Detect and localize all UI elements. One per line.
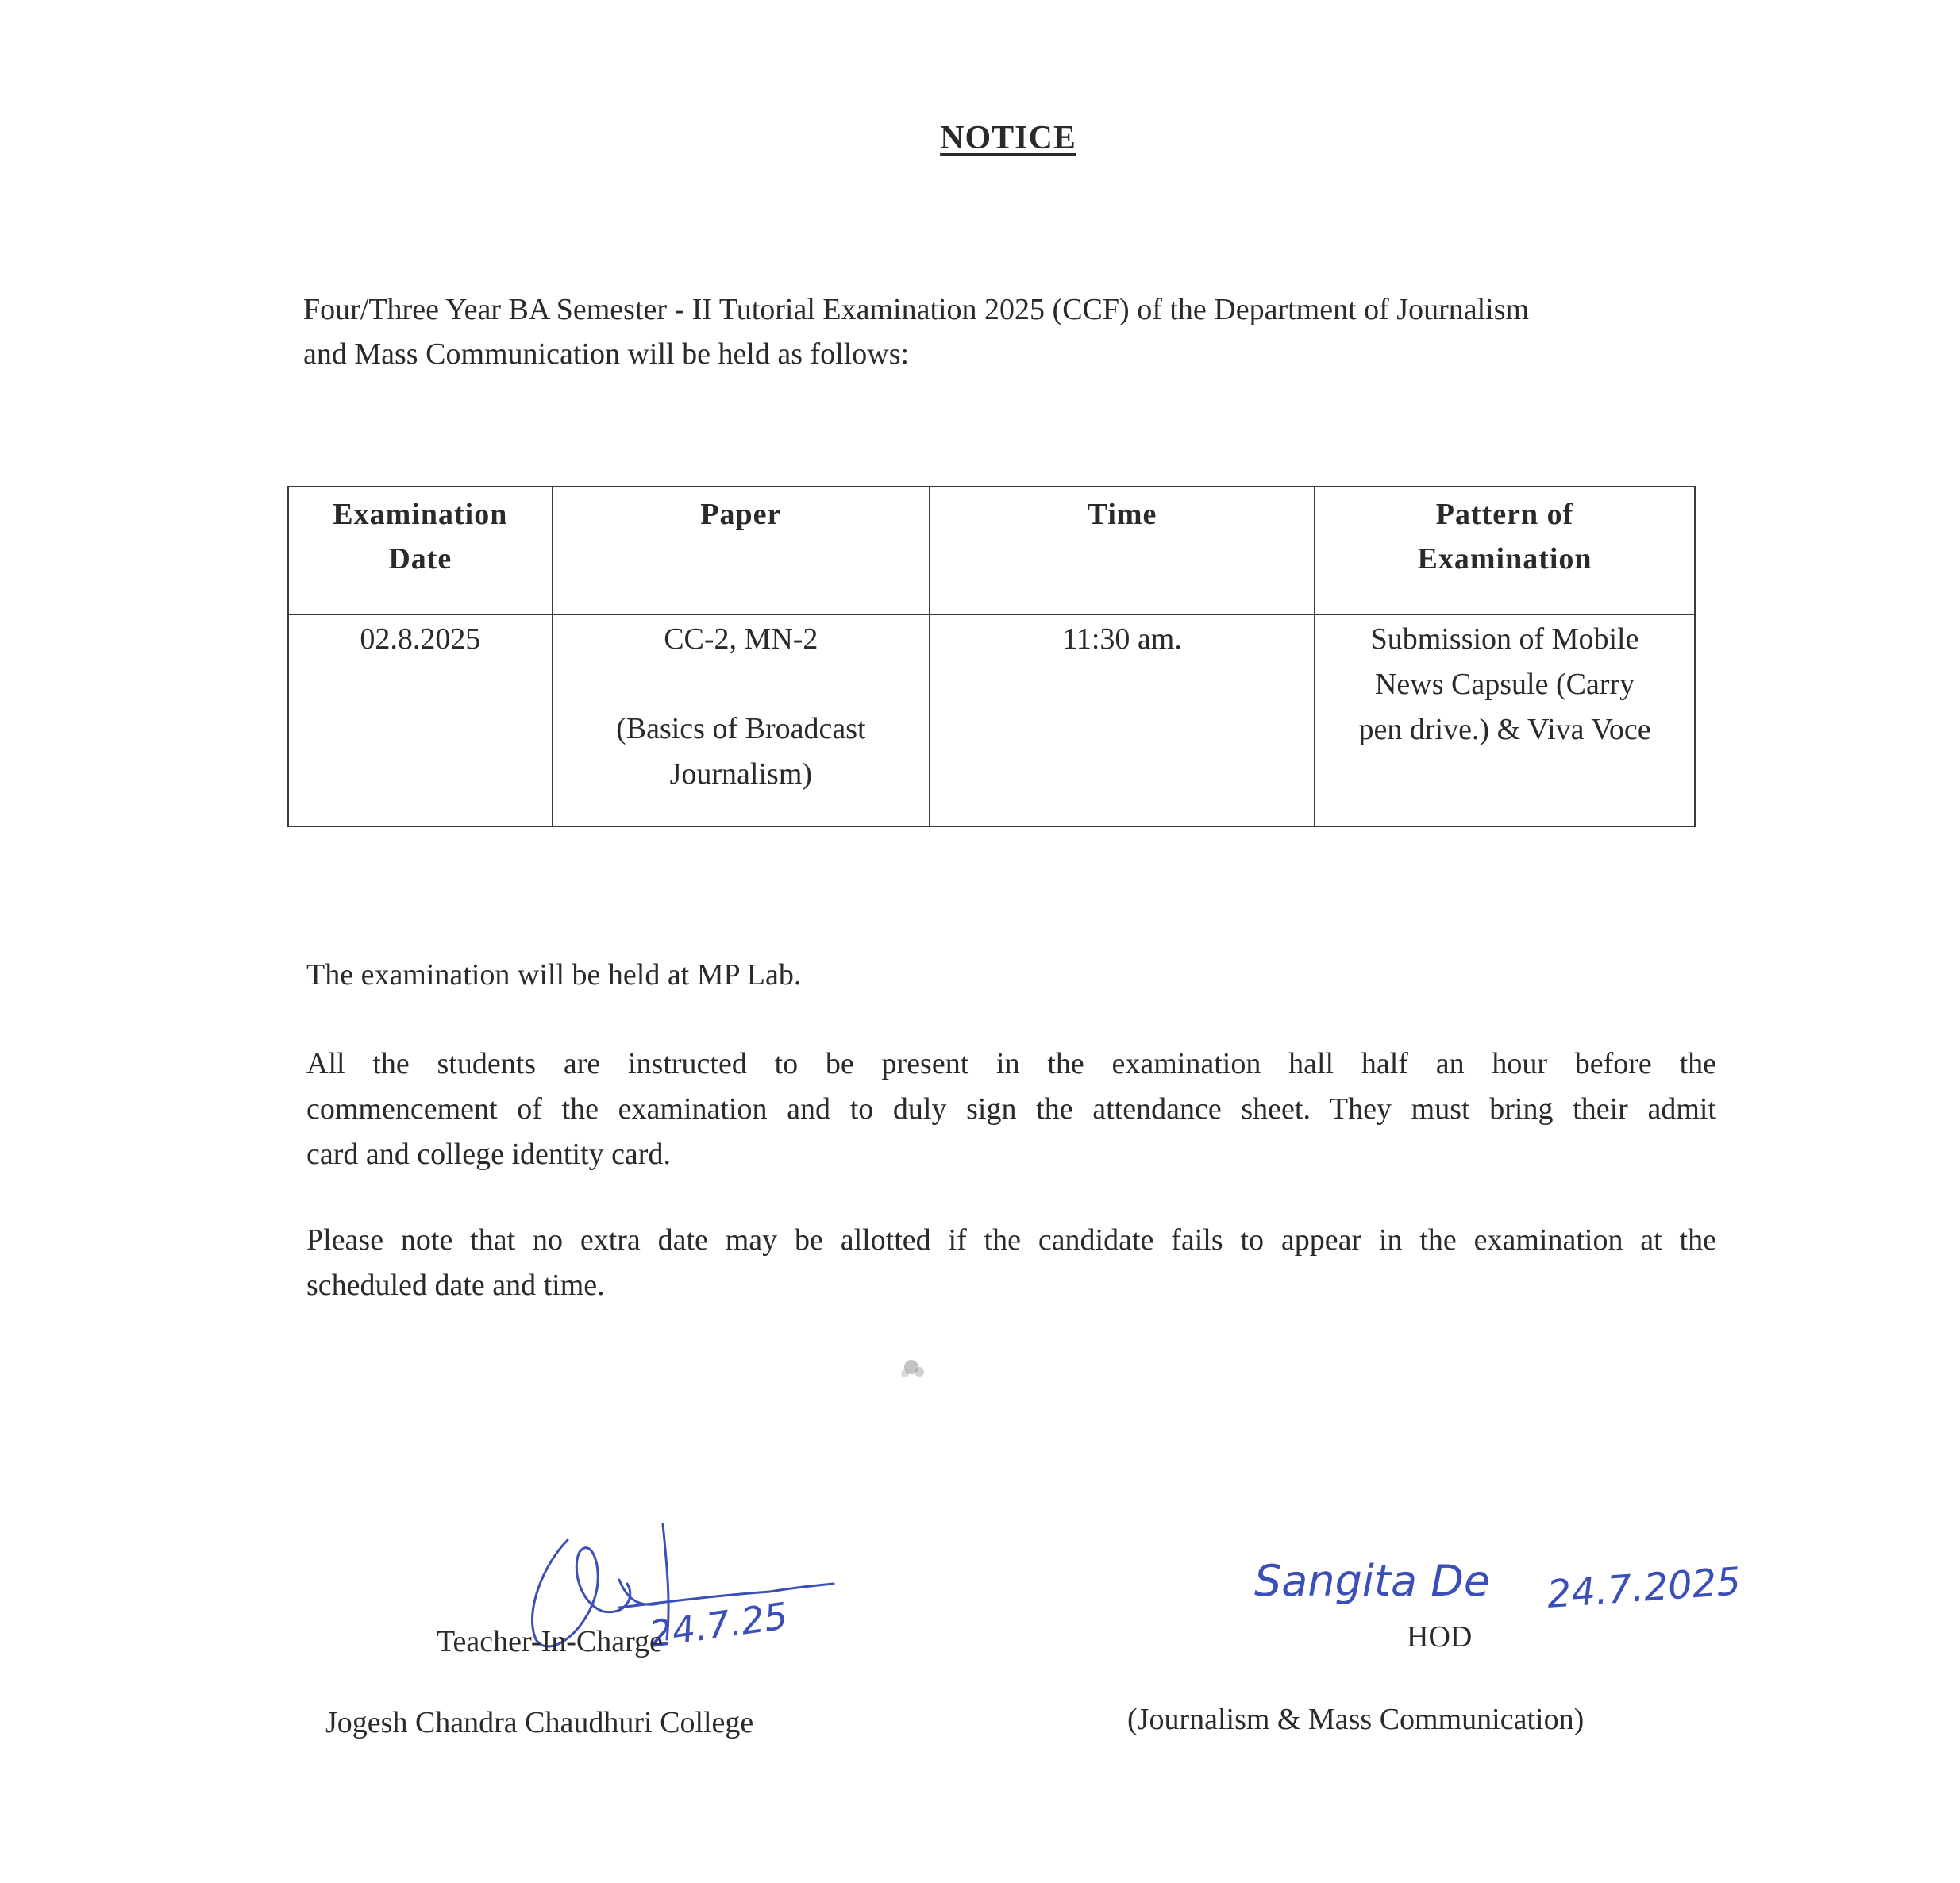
note-line: Please note that no extra date may be allotted if the candidate fails to appear in the examination at the (306, 1223, 1716, 1257)
cell-paper: CC-2, MN-2 (Basics of Broadcast Journalism) (553, 614, 930, 826)
instructions-line: commencement of the examination and to duly sign the attendance sheet. They must bring their admit (306, 1092, 1716, 1126)
note-line: scheduled date and time. (306, 1269, 605, 1302)
table-row (288, 614, 1695, 826)
hod-signature (1246, 1540, 1786, 1635)
table-header-row (288, 487, 1695, 614)
cell-time: 11:30 am. (930, 614, 1315, 826)
header-pattern: Pattern of Examination (1315, 487, 1695, 614)
notice-title: NOTICE (940, 120, 1076, 156)
instructions-line: All the students are instructed to be present in the examination hall half an hour before the (306, 1047, 1716, 1080)
header-time: Time (930, 487, 1315, 614)
hod-signature-name: Sangita De (1254, 1556, 1491, 1606)
cell-pattern: Submission of Mobile News Capsule (Carry pen drive.) & Viva Voce (1315, 614, 1695, 826)
instructions-paragraph (306, 1042, 1716, 1177)
college-name: Jogesh Chandra Chaudhuri College (325, 1706, 754, 1739)
hod-signature-date: 24.7.2025 (1545, 1559, 1742, 1617)
header-exam-date: Examination Date (288, 487, 553, 614)
teacher-in-charge-label: Teacher-In-Charge (437, 1625, 663, 1658)
header-paper: Paper (553, 487, 930, 614)
teacher-signature-date: 24.7.25 (646, 1593, 791, 1656)
ink-smudge (889, 1350, 937, 1389)
hod-label: HOD (1407, 1620, 1473, 1654)
intro-paragraph (303, 287, 1716, 376)
intro-line: Four/Three Year BA Semester - II Tutorial Examination 2025 (CCF) of the Department of Journalism (303, 293, 1530, 326)
intro-line: and Mass Communication will be held as follows: (303, 337, 910, 371)
department-name: (Journalism & Mass Communication) (1127, 1703, 1585, 1736)
instructions-line: card and college identity card. (306, 1138, 671, 1171)
cell-exam-date: 02.8.2025 (288, 614, 553, 826)
venue-paragraph: The examination will be held at MP Lab. (306, 958, 802, 992)
exam-schedule-table (287, 486, 1696, 827)
note-paragraph (306, 1218, 1716, 1308)
